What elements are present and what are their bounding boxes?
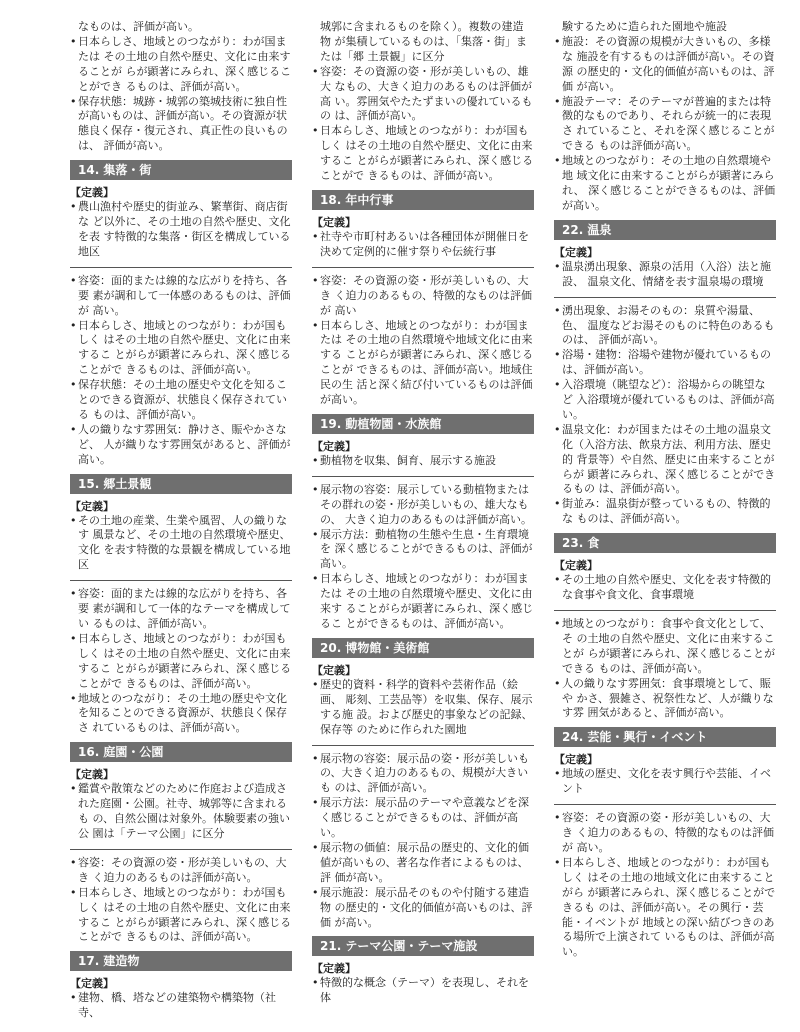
bullet-mark: •	[554, 348, 561, 362]
bullet-mark: •	[70, 782, 77, 796]
definition-text	[312, 678, 534, 738]
criteria-item	[70, 886, 292, 946]
bullet-mark: •	[312, 677, 319, 691]
definition-text	[554, 260, 776, 290]
criteria-item-text: 保存状態：城跡・城郭の築城技術に独自性 が高いものは、評価が高い。その資源が状 態良く保存・復元され、真正性の良いものは、 評価が高い。	[78, 94, 288, 153]
criteria-item-text: 展示物の価値：展示品の歴史的、文化的価 値が高いもの、著名な作者によるものは、評 価が高い。	[320, 840, 529, 884]
section-heading: 19. 動植物園・水族館	[312, 414, 534, 434]
criteria-item	[70, 95, 292, 155]
criteria-item-text: 人の織りなす雰囲気：静けさ、賑やかさなど、 人が織りなす雰囲気があると、評価が高い。	[78, 422, 291, 466]
section-divider	[312, 267, 534, 268]
bullet-mark: •	[312, 840, 319, 854]
criteria-item-text: 人の織りなす雰囲気：食事環境として、賑や かさ、猥雑さ、祝祭性など、人が織りなす雰 囲気があると、評価が高い。	[562, 676, 774, 720]
criteria-item-text: 展示方法：動植物の生態や生息・生育環境を 深く感じることができるものは、評価が高い。	[320, 527, 533, 571]
criteria-item-text: 展示方法：展示品のテーマや意義などを深 く感じることができるものは、評価が高い。	[320, 796, 529, 840]
bullet-mark: •	[554, 94, 561, 108]
criteria-item-text: 容姿：その資源の姿・形が美しいもの、大き く迫力のあるものは評価が高い。	[78, 855, 287, 884]
criteria-item	[554, 811, 776, 856]
definition-label: 【定義】	[70, 186, 114, 200]
section-heading: 18. 年中行事	[312, 190, 534, 210]
criteria-item	[312, 841, 534, 886]
criteria-item-text: 展示物の容姿：展示している動植物または その群れの姿・形が美しいもの、雄大なもの、 大きく迫力のあるものは評価が高い。	[320, 482, 533, 526]
bullet-mark: •	[70, 318, 77, 332]
definition-text	[70, 782, 292, 842]
criteria-item-text: 浴場・建物：浴場や建物が優れているもの は、評価が高い。	[562, 348, 771, 377]
criteria-item-text: 日本らしさ、地域とのつながり：わが国もしく はその土地の自然や歴史、文化に由来するこ とがらが顕著にみられ、深く感じることがで きるものは、評価が高い。	[78, 318, 292, 377]
bullet-mark: •	[312, 273, 319, 287]
criteria-item	[312, 319, 534, 408]
criteria-item	[312, 796, 534, 841]
definition-text-text: 地域の歴史、文化を表す興行や芸能、イベ ント	[562, 767, 771, 796]
criteria-item-text: 日本らしさ、地域とのつながり：わが国もしく はその土地の自然や歴史、文化に由来するこ とがらが顕著にみられ、深く感じることがで きるものは、評価が高い。	[78, 885, 292, 944]
bullet-mark: •	[312, 885, 319, 899]
section-heading: 14. 集落・街	[70, 160, 292, 180]
definition-text-text: 特徴的な概念（テーマ）を表現し、それを体	[320, 976, 529, 1005]
criteria-item	[312, 528, 534, 573]
definition-label: 【定義】	[70, 499, 114, 513]
criteria-item	[70, 587, 292, 632]
criteria-item-text: 施設テーマ：そのテーマが普遍的または特 徴的なものであり、それらが統一的に表現さ れていること、それを深く感じることができる ものは評価が高い。	[562, 94, 775, 153]
column-1	[70, 20, 292, 1021]
bullet-mark: •	[312, 318, 319, 332]
section-divider	[70, 849, 292, 850]
bullet-mark: •	[554, 259, 561, 273]
criteria-item	[312, 65, 534, 125]
criteria-item-text: 日本らしさ、地域とのつながり：わが国または その土地の自然環境や歴史、文化に由来す ることがらが顕著にみられ、深く感じるこ とができるものは、評価が高い。	[320, 572, 534, 630]
bullet-mark: •	[554, 154, 561, 168]
section-divider	[554, 804, 776, 805]
criteria-item-text: 日本らしさ、地域とのつながり：わが国もしく はその土地の地域文化に由来することがら が顕著にみられ、深く感じることができるも のは、評価が高い。その興行・芸能・イベントが 地域との深い結びつきのある場所で上演されて いるものは、評価が高い。	[562, 855, 776, 959]
bullet-mark: •	[70, 855, 77, 869]
bullet-mark: •	[312, 751, 319, 765]
bullet-mark: •	[554, 855, 561, 869]
definition-text-text: 鑑賞や散策などのために作庭および造成さ れた庭園・公園。社寺、城郭等に含まれるも の、自然公園は対象外。体験要素の強い公 園は「テーマ公園」に区分	[78, 782, 291, 840]
definition-text	[312, 454, 534, 469]
bullet-mark: •	[554, 811, 561, 825]
criteria-item	[70, 692, 292, 737]
criteria-item-text: 保存状態：その土地の歴史や文化を知るこ とのできる資源が、状態良く保存されている ものは、評価が高い。	[78, 378, 287, 421]
section-divider	[312, 745, 534, 746]
section-heading: 16. 庭園・公園	[70, 742, 292, 762]
bullet-mark: •	[554, 378, 561, 392]
column-3	[554, 20, 776, 960]
criteria-item	[554, 35, 776, 95]
definition-label: 【定義】	[70, 768, 114, 782]
bullet-mark: •	[554, 573, 561, 587]
section-heading: 17. 建造物	[70, 951, 292, 971]
criteria-item	[70, 423, 292, 468]
section-divider	[554, 297, 776, 298]
bullet-mark: •	[70, 273, 77, 287]
bullet-mark: •	[312, 976, 319, 990]
criteria-item	[70, 319, 292, 379]
bullet-mark: •	[70, 691, 77, 705]
definition-text-text: その土地の自然や歴史、文化を表す特徴的 な食事や食文化、食事環境	[562, 573, 771, 602]
criteria-item-text: 地域とのつながり：その土地の自然環境や地 域文化に由来することがらが顕著にみられ、 深く感じることができるものは、評価が高い。	[562, 154, 776, 212]
bullet-mark: •	[70, 200, 77, 214]
bullet-mark: •	[554, 422, 561, 436]
definition-text	[70, 991, 292, 1021]
definition-label: 【定義】	[554, 559, 598, 573]
bullet-mark: •	[554, 303, 561, 317]
section-divider	[554, 610, 776, 611]
criteria-item-text: 地域とのつながり：食事や食文化として、そ の土地の自然や歴史、文化に由来することが らが顕著にみられ、深く感じることができる ものは、評価が高い。	[562, 617, 776, 675]
bullet-mark: •	[312, 796, 319, 810]
definition-text-text: 建物、橋、塔などの建築物や構築物（社寺、	[78, 991, 276, 1020]
bullet-mark: •	[312, 527, 319, 541]
criteria-item	[312, 124, 534, 184]
bullet-mark: •	[70, 34, 77, 48]
criteria-item	[312, 572, 534, 632]
section-heading: 23. 食	[554, 533, 776, 553]
bullet-mark: •	[554, 617, 561, 630]
definition-text	[70, 200, 292, 260]
criteria-item-text: 容姿：その資源の姿・形が美しいもの、雄大 なもの、大きく迫力のあるものは評価が高 い。雰囲気やたたずまいの優れているもの は、評価が高い。	[320, 64, 533, 123]
criteria-item-text: 展示施設：展示品そのものや付随する建造物 の歴史的・文化的価値が高いものは、評価 が高い。	[320, 885, 533, 929]
criteria-item-text: 湧出現象、お湯そのもの：泉質や湯量、色、 温度などお湯そのものに特色のあるものは、 評価が高い。	[562, 303, 775, 347]
criteria-item	[554, 856, 776, 960]
criteria-item-text: 地域とのつながり：その土地の歴史や文化 を知ることのできる資源が、状態良く保存さ れているものは、評価が高い。	[78, 691, 287, 735]
criteria-item-text: 日本らしさ、地域とのつながり：わが国もしく はその土地の自然や歴史、文化に由来するこ とがらが顕著にみられ、深く感じることがで きるものは、評価が高い。	[320, 124, 534, 183]
definition-label: 【定義】	[70, 977, 114, 991]
definition-label: 【定義】	[554, 753, 598, 767]
bullet-mark: •	[312, 453, 319, 467]
definition-text-text: 社寺や市町村あるいは各種団体が開催日を 決めて定例的に催す祭りや伝統行事	[320, 229, 529, 258]
criteria-item-text: 入浴環境（眺望など）：浴場からの眺望など 入浴環境が優れているものは、評価が高い。	[562, 378, 775, 421]
definition-text-text: 温泉湧出現象、源泉の活用（入浴）法と施設、 温泉文化、情緒を表す温泉場の環境	[562, 259, 771, 288]
bullet-mark: •	[312, 482, 319, 496]
bullet-mark: •	[312, 124, 319, 138]
criteria-item	[554, 95, 776, 155]
definition-text	[312, 230, 534, 260]
criteria-item-text: 日本らしさ、地域とのつながり：わが国または その土地の自然や歴史、文化に由来することが らが顕著にみられ、深く感じることができ るものは、評価が高い。	[78, 34, 292, 93]
bullet-mark: •	[70, 422, 77, 436]
bullet-mark: •	[554, 676, 561, 690]
definition-label: 【定義】	[312, 439, 356, 453]
definition-text-text: 動植物を収集、飼育、展示する施設	[320, 453, 496, 467]
criteria-item-text: 容姿：面的または線的な広がりを持ち、各要 素が調和して一体的なテーマを構成してい るものは、評価が高い。	[78, 587, 291, 630]
bullet-mark: •	[554, 767, 561, 781]
definition-label: 【定義】	[554, 245, 598, 259]
criteria-item-text: 街並み：温泉街が整っているもの、特徴的な ものは、評価が高い。	[562, 497, 771, 526]
bullet-mark: •	[554, 34, 561, 48]
section-heading: 15. 郷土景観	[70, 474, 292, 494]
criteria-item	[70, 632, 292, 692]
bullet-mark: •	[312, 229, 319, 243]
section-heading: 24. 芸能・興行・イベント	[554, 727, 776, 747]
criteria-item-text: 展示物の容姿：展示品の姿・形が美しいも の、大きく迫力のあるもの、規模が大きいも のは、評価が高い。	[320, 751, 529, 795]
bullet-mark: •	[70, 991, 77, 1005]
criteria-item	[554, 497, 776, 527]
bullet-mark: •	[70, 378, 77, 392]
criteria-item	[554, 677, 776, 722]
criteria-item	[70, 35, 292, 95]
continued-text: 験するために造られた園地や施設	[562, 20, 727, 33]
criteria-item	[554, 423, 776, 498]
criteria-item	[70, 274, 292, 319]
criteria-item	[312, 274, 534, 319]
section-divider	[70, 580, 292, 581]
criteria-item	[70, 856, 292, 886]
section-divider	[312, 476, 534, 477]
criteria-item	[312, 886, 534, 931]
definition-text	[554, 573, 776, 603]
criteria-item	[554, 378, 776, 423]
continued-text: なものは、評価が高い。	[78, 20, 199, 33]
criteria-item-text: 容姿：その資源の姿・形が美しいもの、大き く迫力のあるもの、特徴的なものは評価が 高い。	[562, 811, 775, 854]
bullet-mark: •	[70, 631, 77, 645]
bullet-mark: •	[70, 94, 77, 108]
criteria-item	[312, 752, 534, 797]
bullet-mark: •	[312, 64, 319, 78]
section-heading: 20. 博物館・美術館	[312, 638, 534, 658]
definition-text	[70, 514, 292, 574]
bullet-mark: •	[554, 497, 561, 511]
criteria-item-text: 日本らしさ、地域とのつながり：わが国または その土地の自然環境や地域文化に由来する ことがらが顕著にみられ、深く感じることが できるものは、評価が高い。地域住民の生 活と深く結び付いているものは評価が高い。	[320, 318, 534, 407]
column-2	[312, 20, 534, 1006]
bullet-mark: •	[312, 572, 319, 586]
bullet-mark: •	[70, 885, 77, 899]
criteria-item-text: 容姿：面的または線的な広がりを持ち、各要 素が調和して一体感のあるものは、評価が 高い。	[78, 273, 291, 317]
criteria-item	[312, 483, 534, 528]
criteria-item-text: 日本らしさ、地域とのつながり：わが国もしく はその土地の自然や歴史、文化に由来するこ とがらが顕著にみられ、深く感じることがで きるものは、評価が高い。	[78, 631, 292, 690]
criteria-item-text: 施設：その資源の規模が大きいもの、多様な 施設を有するものは評価が高い。その資源 の歴史的・文化的価値が高いものは、評価 が高い。	[562, 34, 775, 93]
definition-label: 【定義】	[312, 663, 356, 677]
bullet-mark: •	[70, 587, 77, 601]
section-heading: 22. 温泉	[554, 220, 776, 240]
continued-text: 城郭に含まれるものを除く）。複数の建造物 が集積しているものは、「集落・街」または「郷 土景観」に区分	[320, 20, 527, 63]
definition-text	[554, 767, 776, 797]
definition-text-text: その土地の産業、生業や風習、人の織りなす 風景など、その土地の自然環境や歴史、文化 を表す特徴的な景観を構成している地区	[78, 513, 291, 572]
criteria-item-text: 温泉文化：わが国またはその土地の温泉文 化（入浴方法、飲泉方法、利用方法、歴史的 背景等）や自然、歴史に由来することがらが 顕著にみられ、深く感じることができるもの は、評価が高い。	[562, 422, 776, 496]
criteria-item-text: 容姿：その資源の姿・形が美しいもの、大き く迫力のあるもの、特徴的なものは評価が 高い	[320, 273, 533, 317]
criteria-item	[554, 304, 776, 349]
criteria-item	[554, 154, 776, 214]
definition-text-text: 歴史的資料・科学的資料や芸術作品（絵画、 彫刻、工芸品等）を収集、保存、展示する施 設。および歴史的事象などの記録、保存等 のために作られた園地	[320, 677, 533, 736]
criteria-item	[70, 378, 292, 423]
criteria-item	[554, 617, 776, 677]
definition-text	[312, 976, 534, 1006]
criteria-item	[554, 348, 776, 378]
definition-label: 【定義】	[312, 215, 356, 229]
bullet-mark: •	[70, 513, 77, 527]
section-heading: 21. テーマ公園・テーマ施設	[312, 936, 534, 956]
definition-label: 【定義】	[312, 962, 356, 976]
definition-text-text: 農山漁村や歴史的街並み、繁華街、商店街な ど以外に、その土地の自然や歴史、文化を表 す特徴的な集落・街区を構成している地区	[78, 200, 291, 258]
section-divider	[70, 267, 292, 268]
